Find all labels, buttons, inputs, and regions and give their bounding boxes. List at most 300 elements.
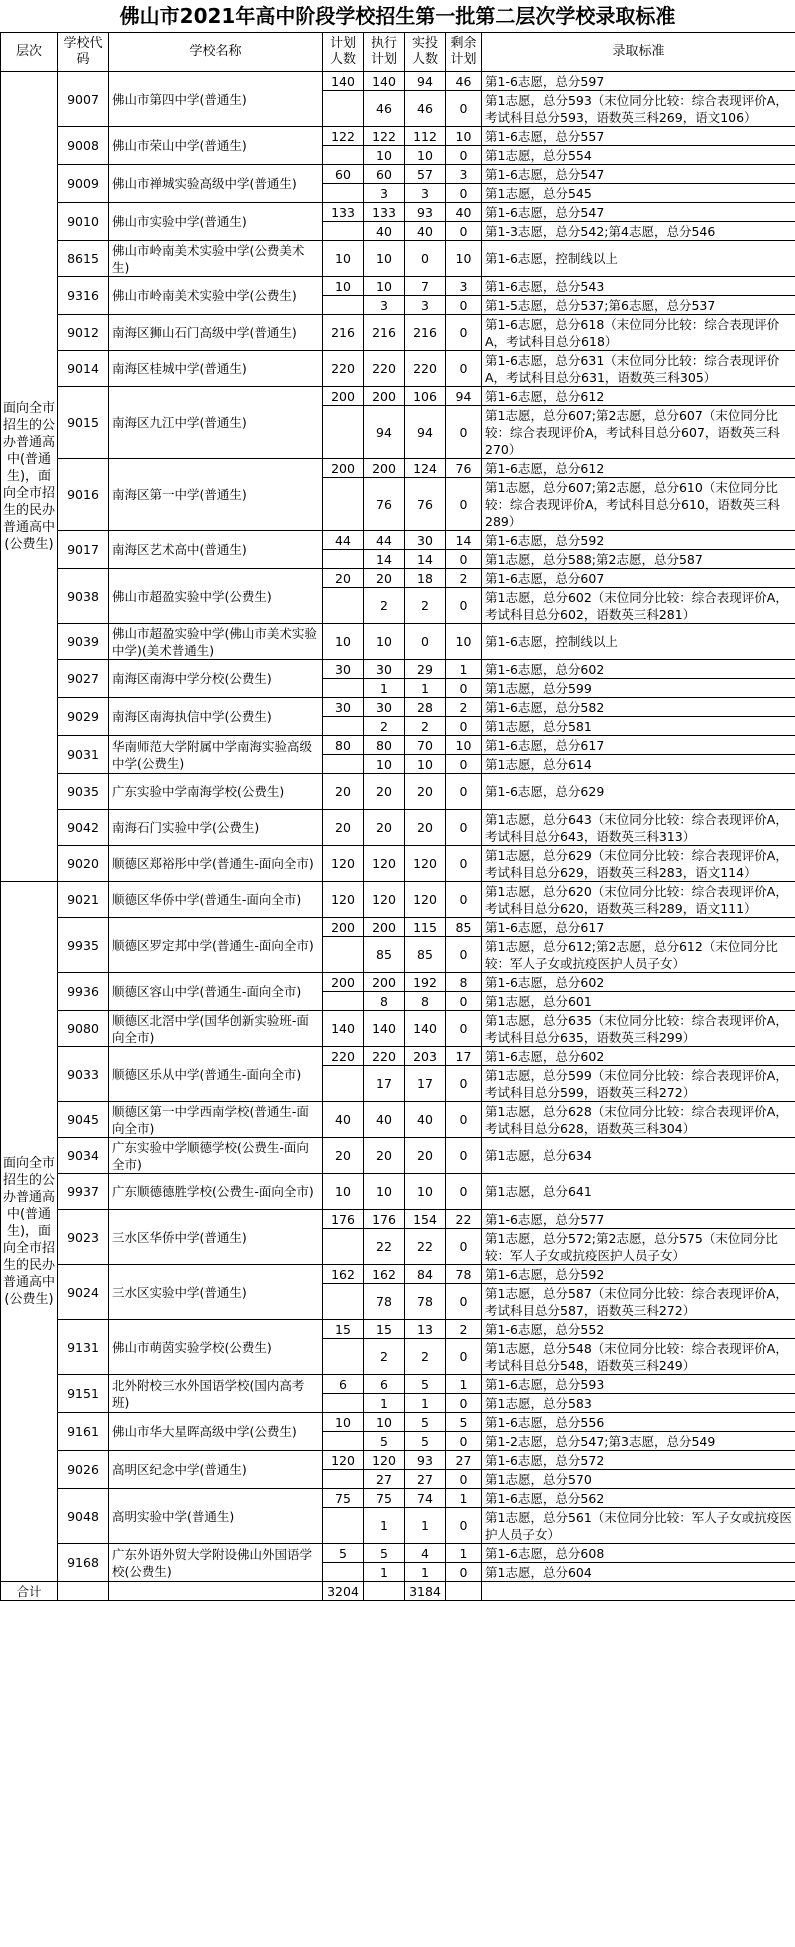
planned-count: 10 — [323, 624, 364, 660]
planned-count: 80 — [323, 736, 364, 755]
enrolled-count: 2 — [405, 588, 446, 624]
planned-count: 122 — [323, 127, 364, 146]
header-remaining: 剩余计划 — [446, 33, 482, 72]
header-row — [1, 33, 795, 72]
planned-count: 120 — [323, 846, 364, 882]
school-code: 9131 — [58, 1320, 109, 1375]
executed-plan: 2 — [364, 717, 405, 736]
executed-plan: 40 — [364, 222, 405, 241]
admission-standard: 第1-6志愿，总分602 — [482, 660, 795, 679]
table-row — [1, 660, 795, 679]
school-code: 9316 — [58, 277, 109, 315]
admission-standard: 第1-2志愿，总分547;第3志愿，总分549 — [482, 1432, 795, 1451]
admission-standard: 第1-6志愿，总分629 — [482, 774, 795, 810]
remaining-plan: 0 — [446, 1432, 482, 1451]
executed-plan: 200 — [364, 918, 405, 937]
school-code: 9008 — [58, 127, 109, 165]
enrolled-count: 5 — [405, 1375, 446, 1394]
executed-plan: 1 — [364, 1394, 405, 1413]
admission-standard: 第1志愿，总分554 — [482, 146, 795, 165]
enrolled-count: 220 — [405, 351, 446, 387]
school-name: 广东外语外贸大学附设佛山外国语学校(公费生) — [109, 1544, 323, 1582]
school-name: 南海区桂城中学(普通生) — [109, 351, 323, 387]
executed-plan: 10 — [364, 277, 405, 296]
planned-count: 220 — [323, 1047, 364, 1066]
executed-plan: 5 — [364, 1544, 405, 1563]
admission-standard: 第1志愿，总分607;第2志愿，总分610（末位同分比较：综合表现评价A，考试科目总分610，语数英三科289） — [482, 478, 795, 531]
remaining-plan: 85 — [446, 918, 482, 937]
remaining-plan: 0 — [446, 1339, 482, 1375]
table-row — [1, 973, 795, 992]
school-name: 佛山市荣山中学(普通生) — [109, 127, 323, 165]
school-code: 9016 — [58, 459, 109, 531]
planned-count: 75 — [323, 1489, 364, 1508]
admission-standard: 第1志愿，总分572;第2志愿，总分575（末位同分比较：军人子女或抗疫医护人员子女） — [482, 1229, 795, 1265]
remaining-plan: 1 — [446, 660, 482, 679]
admission-standard: 第1-6志愿，总分593 — [482, 1375, 795, 1394]
executed-plan: 176 — [364, 1210, 405, 1229]
executed-plan: 200 — [364, 459, 405, 478]
enrolled-count: 5 — [405, 1432, 446, 1451]
executed-plan: 220 — [364, 351, 405, 387]
executed-plan: 1 — [364, 1508, 405, 1544]
planned-count — [323, 1339, 364, 1375]
table-row — [1, 315, 795, 351]
school-code: 9024 — [58, 1265, 109, 1320]
admission-standard: 第1志愿，总分612;第2志愿，总分612（末位同分比较：军人子女或抗疫医护人员子女） — [482, 937, 795, 973]
remaining-plan: 94 — [446, 387, 482, 406]
admission-standard: 第1-6志愿，总分592 — [482, 531, 795, 550]
total-name-empty — [109, 1582, 323, 1601]
executed-plan: 122 — [364, 127, 405, 146]
table-row — [1, 1265, 795, 1284]
school-code: 9021 — [58, 882, 109, 918]
planned-count: 30 — [323, 698, 364, 717]
school-name: 顺德区郑裕彤中学(普通生-面向全市) — [109, 846, 323, 882]
enrolled-count: 216 — [405, 315, 446, 351]
admission-standard: 第1-6志愿，总分552 — [482, 1320, 795, 1339]
planned-count — [323, 550, 364, 569]
admission-standard: 第1-6志愿，总分557 — [482, 127, 795, 146]
remaining-plan: 10 — [446, 624, 482, 660]
enrolled-count: 140 — [405, 1011, 446, 1047]
remaining-plan: 0 — [446, 1229, 482, 1265]
remaining-plan: 0 — [446, 1470, 482, 1489]
executed-plan: 10 — [364, 624, 405, 660]
school-code: 9027 — [58, 660, 109, 698]
level-cell: 面向全市招生的公办普通高中(普通生)，面向全市招生的民办普通高中(公费生) — [1, 882, 58, 1582]
table-row — [1, 918, 795, 937]
table-row — [1, 774, 795, 810]
school-name: 佛山市华大星晖高级中学(公费生) — [109, 1413, 323, 1451]
enrolled-count: 3 — [405, 184, 446, 203]
executed-plan: 1 — [364, 679, 405, 698]
school-code: 9935 — [58, 918, 109, 973]
school-name: 佛山市第四中学(普通生) — [109, 72, 323, 127]
school-code: 9012 — [58, 315, 109, 351]
table-row — [1, 127, 795, 146]
planned-count — [323, 1394, 364, 1413]
planned-count: 30 — [323, 660, 364, 679]
executed-plan: 14 — [364, 550, 405, 569]
enrolled-count: 3 — [405, 296, 446, 315]
enrolled-count: 84 — [405, 1265, 446, 1284]
table-row — [1, 277, 795, 296]
executed-plan: 2 — [364, 588, 405, 624]
executed-plan: 6 — [364, 1375, 405, 1394]
planned-count: 6 — [323, 1375, 364, 1394]
school-name: 广东顺德德胜学校(公费生-面向全市) — [109, 1174, 323, 1210]
enrolled-count: 40 — [405, 1102, 446, 1138]
planned-count — [323, 478, 364, 531]
enrolled-count: 18 — [405, 569, 446, 588]
remaining-plan: 0 — [446, 315, 482, 351]
school-name: 华南师范大学附属中学南海实验高级中学(公费生) — [109, 736, 323, 774]
remaining-plan: 0 — [446, 717, 482, 736]
executed-plan: 10 — [364, 146, 405, 165]
school-name: 顺德区容山中学(普通生-面向全市) — [109, 973, 323, 1011]
remaining-plan: 0 — [446, 588, 482, 624]
enrolled-count: 120 — [405, 882, 446, 918]
executed-plan: 200 — [364, 387, 405, 406]
enrolled-count: 29 — [405, 660, 446, 679]
school-name: 佛山市超盈实验中学(公费生) — [109, 569, 323, 624]
remaining-plan: 0 — [446, 351, 482, 387]
enrolled-count: 14 — [405, 550, 446, 569]
remaining-plan: 5 — [446, 1413, 482, 1432]
remaining-plan: 0 — [446, 810, 482, 846]
planned-count: 120 — [323, 882, 364, 918]
school-code: 9039 — [58, 624, 109, 660]
school-code: 9009 — [58, 165, 109, 203]
school-code: 9035 — [58, 774, 109, 810]
enrolled-count: 1 — [405, 1394, 446, 1413]
executed-plan: 20 — [364, 810, 405, 846]
enrolled-count: 94 — [405, 406, 446, 459]
school-name: 佛山市超盈实验中学(佛山市美术实验中学)(美术普通生) — [109, 624, 323, 660]
school-name: 北外附校三水外国语学校(国内高考班) — [109, 1375, 323, 1413]
admission-standard: 第1-6志愿，总分582 — [482, 698, 795, 717]
header-planned: 计划人数 — [323, 33, 364, 72]
school-name: 南海区南海中学分校(公费生) — [109, 660, 323, 698]
level-cell: 面向全市招生的公办普通高中(普通生)，面向全市招生的民办普通高中(公费生) — [1, 72, 58, 882]
remaining-plan: 10 — [446, 241, 482, 277]
executed-plan: 133 — [364, 203, 405, 222]
admission-standard: 第1-3志愿，总分542;第4志愿，总分546 — [482, 222, 795, 241]
header-school-code: 学校代码 — [58, 33, 109, 72]
remaining-plan: 0 — [446, 937, 482, 973]
planned-count — [323, 679, 364, 698]
planned-count: 220 — [323, 351, 364, 387]
planned-count — [323, 992, 364, 1011]
remaining-plan: 1 — [446, 1489, 482, 1508]
admission-standard: 第1志愿，总分570 — [482, 1470, 795, 1489]
table-row — [1, 1011, 795, 1047]
executed-plan: 20 — [364, 569, 405, 588]
enrolled-count: 70 — [405, 736, 446, 755]
executed-plan: 46 — [364, 91, 405, 127]
remaining-plan: 14 — [446, 531, 482, 550]
table-row — [1, 1451, 795, 1470]
school-code: 9042 — [58, 810, 109, 846]
executed-plan: 22 — [364, 1229, 405, 1265]
table-row — [1, 736, 795, 755]
remaining-plan: 2 — [446, 698, 482, 717]
planned-count: 216 — [323, 315, 364, 351]
planned-count: 176 — [323, 1210, 364, 1229]
remaining-plan: 0 — [446, 992, 482, 1011]
school-code: 9048 — [58, 1489, 109, 1544]
enrolled-count: 74 — [405, 1489, 446, 1508]
admission-standard: 第1志愿，总分583 — [482, 1394, 795, 1413]
admission-standard: 第1志愿，总分614 — [482, 755, 795, 774]
planned-count: 5 — [323, 1544, 364, 1563]
school-code: 9014 — [58, 351, 109, 387]
remaining-plan: 0 — [446, 1394, 482, 1413]
enrolled-count: 2 — [405, 1339, 446, 1375]
remaining-plan: 0 — [446, 184, 482, 203]
header-executed: 执行计划 — [364, 33, 405, 72]
planned-count: 200 — [323, 973, 364, 992]
executed-plan: 8 — [364, 992, 405, 1011]
executed-plan: 76 — [364, 478, 405, 531]
remaining-plan: 0 — [446, 1138, 482, 1174]
remaining-plan: 78 — [446, 1265, 482, 1284]
planned-count — [323, 146, 364, 165]
remaining-plan: 0 — [446, 846, 482, 882]
school-code: 9168 — [58, 1544, 109, 1582]
school-name: 顺德区华侨中学(普通生-面向全市) — [109, 882, 323, 918]
remaining-plan: 22 — [446, 1210, 482, 1229]
planned-count — [323, 588, 364, 624]
planned-count: 60 — [323, 165, 364, 184]
planned-count — [323, 1470, 364, 1489]
total-code-empty — [58, 1582, 109, 1601]
admission-standard: 第1-6志愿，总分572 — [482, 1451, 795, 1470]
admission-standard: 第1-6志愿，总分543 — [482, 277, 795, 296]
admission-standard: 第1-6志愿，总分617 — [482, 736, 795, 755]
remaining-plan: 1 — [446, 1544, 482, 1563]
enrolled-count: 27 — [405, 1470, 446, 1489]
planned-count — [323, 222, 364, 241]
executed-plan: 1 — [364, 1563, 405, 1582]
remaining-plan: 76 — [446, 459, 482, 478]
table-row — [1, 1375, 795, 1394]
table-row — [1, 624, 795, 660]
school-code: 9010 — [58, 203, 109, 241]
admission-standard: 第1-6志愿，总分617 — [482, 918, 795, 937]
header-school-name: 学校名称 — [109, 33, 323, 72]
enrolled-count: 93 — [405, 1451, 446, 1470]
admission-standard: 第1-6志愿，总分631（末位同分比较：综合表现评价A，考试科目总分631，语数英三科305） — [482, 351, 795, 387]
enrolled-count: 13 — [405, 1320, 446, 1339]
executed-plan: 30 — [364, 698, 405, 717]
executed-plan: 200 — [364, 973, 405, 992]
admission-standard: 第1-6志愿，总分618（末位同分比较：综合表现评价A，考试科目总分618） — [482, 315, 795, 351]
executed-plan: 10 — [364, 1174, 405, 1210]
enrolled-count: 10 — [405, 146, 446, 165]
remaining-plan: 0 — [446, 1508, 482, 1544]
enrolled-count: 4 — [405, 1544, 446, 1563]
enrolled-count: 20 — [405, 1138, 446, 1174]
enrolled-count: 1 — [405, 1563, 446, 1582]
remaining-plan: 0 — [446, 774, 482, 810]
table-row — [1, 351, 795, 387]
school-code: 9936 — [58, 973, 109, 1011]
planned-count — [323, 1432, 364, 1451]
remaining-plan: 0 — [446, 478, 482, 531]
table-row — [1, 72, 795, 91]
planned-count: 133 — [323, 203, 364, 222]
executed-plan: 5 — [364, 1432, 405, 1451]
admission-standard: 第1志愿，总分604 — [482, 1563, 795, 1582]
remaining-plan: 0 — [446, 550, 482, 569]
enrolled-count: 78 — [405, 1284, 446, 1320]
planned-count — [323, 406, 364, 459]
school-code: 9034 — [58, 1138, 109, 1174]
enrolled-count: 0 — [405, 624, 446, 660]
admission-standard: 第1志愿，总分599（末位同分比较：综合表现评价A，考试科目总分599，语数英三科272） — [482, 1066, 795, 1102]
school-code: 9038 — [58, 569, 109, 624]
school-name: 顺德区北滘中学(国华创新实验班-面向全市) — [109, 1011, 323, 1047]
remaining-plan: 0 — [446, 679, 482, 698]
remaining-plan: 0 — [446, 882, 482, 918]
school-name: 高明区纪念中学(普通生) — [109, 1451, 323, 1489]
header-level: 层次 — [1, 33, 58, 72]
planned-count — [323, 1284, 364, 1320]
admission-standard: 第1志愿，总分629（末位同分比较：综合表现评价A，考试科目总分629，语数英三科283，语文114） — [482, 846, 795, 882]
remaining-plan: 8 — [446, 973, 482, 992]
enrolled-count: 17 — [405, 1066, 446, 1102]
executed-plan: 80 — [364, 736, 405, 755]
executed-plan: 10 — [364, 241, 405, 277]
planned-count — [323, 717, 364, 736]
planned-count — [323, 296, 364, 315]
executed-plan: 120 — [364, 882, 405, 918]
school-name: 南海区九江中学(普通生) — [109, 387, 323, 459]
school-name: 南海区狮山石门高级中学(普通生) — [109, 315, 323, 351]
school-code: 9937 — [58, 1174, 109, 1210]
school-name: 高明实验中学(普通生) — [109, 1489, 323, 1544]
planned-count: 20 — [323, 569, 364, 588]
admission-standard: 第1志愿，总分588;第2志愿，总分587 — [482, 550, 795, 569]
admission-standard: 第1-6志愿，总分608 — [482, 1544, 795, 1563]
table-row — [1, 241, 795, 277]
enrolled-count: 57 — [405, 165, 446, 184]
enrolled-count: 10 — [405, 1174, 446, 1210]
enrolled-count: 112 — [405, 127, 446, 146]
school-code: 9151 — [58, 1375, 109, 1413]
planned-count: 162 — [323, 1265, 364, 1284]
table-row — [1, 165, 795, 184]
total-planned: 3204 — [323, 1582, 364, 1601]
executed-plan: 40 — [364, 1102, 405, 1138]
planned-count: 140 — [323, 72, 364, 91]
enrolled-count: 120 — [405, 846, 446, 882]
total-remaining-empty — [446, 1582, 482, 1601]
school-code: 9031 — [58, 736, 109, 774]
remaining-plan: 40 — [446, 203, 482, 222]
admission-standard: 第1-6志愿，总分607 — [482, 569, 795, 588]
admission-standard: 第1志愿，总分545 — [482, 184, 795, 203]
table-row — [1, 459, 795, 478]
table-row — [1, 882, 795, 918]
enrolled-count: 40 — [405, 222, 446, 241]
planned-count — [323, 184, 364, 203]
enrolled-count: 203 — [405, 1047, 446, 1066]
planned-count: 40 — [323, 1102, 364, 1138]
enrolled-count: 10 — [405, 755, 446, 774]
executed-plan: 220 — [364, 1047, 405, 1066]
enrolled-count: 30 — [405, 531, 446, 550]
school-code: 9007 — [58, 72, 109, 127]
admission-standard: 第1-6志愿，总分556 — [482, 1413, 795, 1432]
remaining-plan: 0 — [446, 755, 482, 774]
total-standard-empty — [482, 1582, 795, 1601]
admission-standard: 第1志愿，总分593（末位同分比较：综合表现评价A，考试科目总分593，语数英三科269，语文106） — [482, 91, 795, 127]
table-row — [1, 1413, 795, 1432]
table-row — [1, 1210, 795, 1229]
enrolled-count: 94 — [405, 72, 446, 91]
admission-standard: 第1志愿，总分581 — [482, 717, 795, 736]
table-row — [1, 531, 795, 550]
planned-count — [323, 1563, 364, 1582]
enrolled-count: 93 — [405, 203, 446, 222]
table-row — [1, 569, 795, 588]
admission-standard: 第1-6志愿，总分602 — [482, 1047, 795, 1066]
table-row — [1, 1489, 795, 1508]
remaining-plan: 10 — [446, 127, 482, 146]
planned-count: 15 — [323, 1320, 364, 1339]
admission-standard: 第1-6志愿，总分577 — [482, 1210, 795, 1229]
admission-standard: 第1志愿，总分587（末位同分比较：综合表现评价A，考试科目总分587，语数英三科272） — [482, 1284, 795, 1320]
school-name: 南海石门实验中学(公费生) — [109, 810, 323, 846]
school-name: 广东实验中学顺德学校(公费生-面向全市) — [109, 1138, 323, 1174]
table-row — [1, 1320, 795, 1339]
enrolled-count: 22 — [405, 1229, 446, 1265]
remaining-plan: 0 — [446, 1102, 482, 1138]
planned-count: 10 — [323, 1174, 364, 1210]
admission-standard: 第1志愿，总分635（末位同分比较：综合表现评价A，考试科目总分635，语数英三科299） — [482, 1011, 795, 1047]
table-row — [1, 203, 795, 222]
executed-plan: 140 — [364, 1011, 405, 1047]
planned-count: 200 — [323, 459, 364, 478]
admission-standard: 第1-6志愿，控制线以上 — [482, 624, 795, 660]
school-name: 佛山市实验中学(普通生) — [109, 203, 323, 241]
remaining-plan: 0 — [446, 1174, 482, 1210]
header-enrolled: 实投人数 — [405, 33, 446, 72]
remaining-plan: 0 — [446, 1284, 482, 1320]
header-standard: 录取标准 — [482, 33, 795, 72]
planned-count: 10 — [323, 1413, 364, 1432]
remaining-plan: 46 — [446, 72, 482, 91]
total-row — [1, 1582, 795, 1601]
executed-plan: 216 — [364, 315, 405, 351]
admission-standard: 第1志愿，总分561（末位同分比较：军人子女或抗疫医护人员子女） — [482, 1508, 795, 1544]
executed-plan: 3 — [364, 296, 405, 315]
executed-plan: 17 — [364, 1066, 405, 1102]
remaining-plan: 0 — [446, 1066, 482, 1102]
enrolled-count: 76 — [405, 478, 446, 531]
executed-plan: 30 — [364, 660, 405, 679]
school-name: 顺德区罗定邦中学(普通生-面向全市) — [109, 918, 323, 973]
school-code: 8615 — [58, 241, 109, 277]
executed-plan: 162 — [364, 1265, 405, 1284]
planned-count: 20 — [323, 810, 364, 846]
school-name: 南海区第一中学(普通生) — [109, 459, 323, 531]
total-enrolled: 3184 — [405, 1582, 446, 1601]
planned-count: 200 — [323, 387, 364, 406]
